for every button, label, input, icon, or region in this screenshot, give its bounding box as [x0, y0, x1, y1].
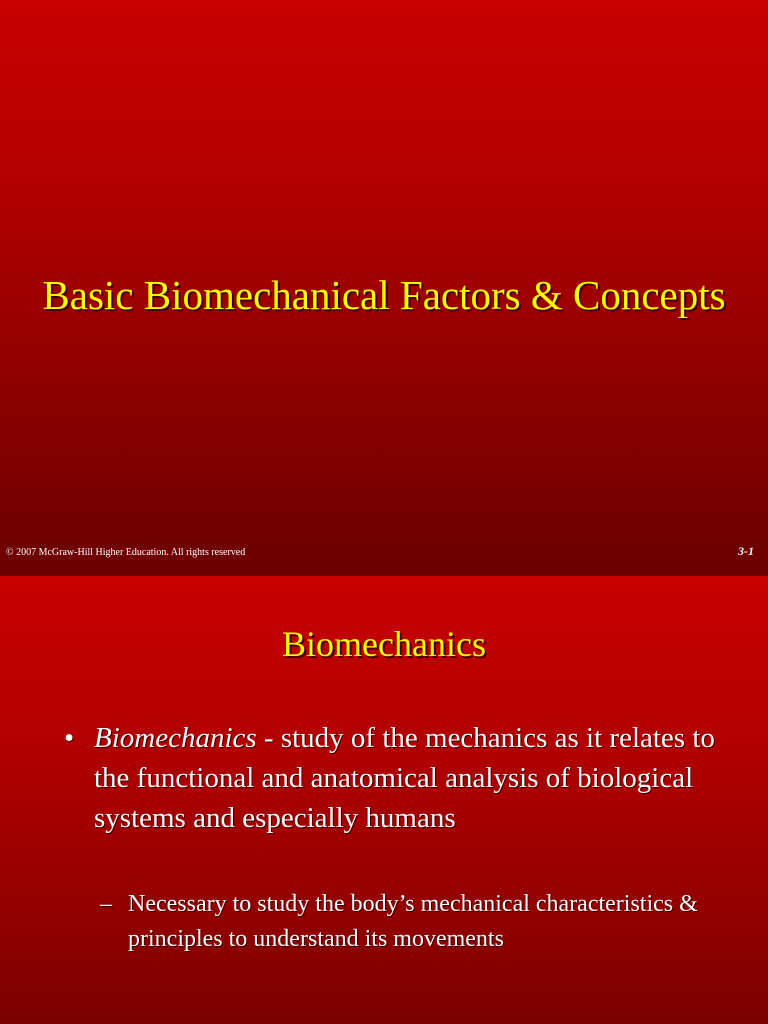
bullet-definition: - study of the mechanics as it relates to the functional and anatomical analysis of biological systems and especially humans	[94, 722, 715, 834]
slide-title-heading: Basic Biomechanical Factors & Concepts	[42, 272, 726, 318]
sub-bullet-marker: –	[100, 891, 112, 917]
bullet-marker: •	[64, 722, 75, 754]
slide-number: 3-1	[738, 544, 754, 558]
slide-biomechanics	[0, 576, 768, 1024]
sub-bullet-text: Necessary to study the body’s mechanical characteristics & principles to understand its movements	[128, 891, 698, 952]
bullet-term: Biomechanics	[94, 722, 257, 754]
sub-bullet-item	[100, 887, 700, 957]
bullet-text	[94, 718, 724, 838]
slide-heading: Biomechanics	[282, 624, 486, 664]
copyright-footer: © 2007 McGraw-Hill Higher Education. All rights reserved	[6, 547, 246, 558]
bullet-item	[64, 718, 724, 838]
